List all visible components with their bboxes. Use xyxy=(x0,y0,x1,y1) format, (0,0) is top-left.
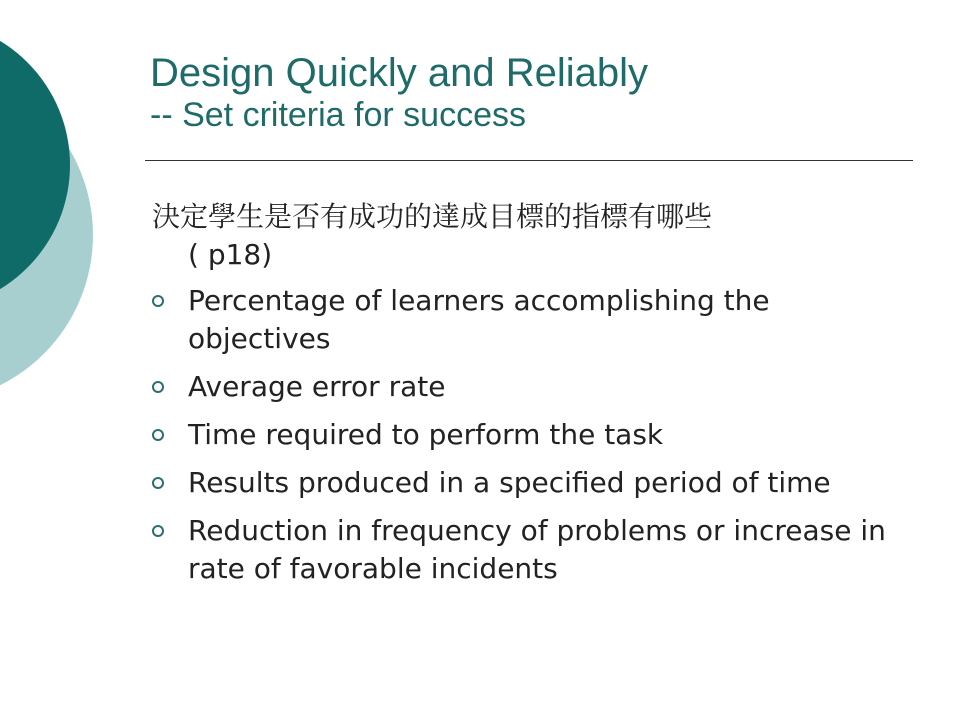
decorative-circles xyxy=(0,0,120,400)
circle-bullet-icon xyxy=(152,429,164,441)
bullet-list xyxy=(152,282,912,588)
list-item xyxy=(152,282,912,358)
bullet-text: Percentage of learners accomplishing the objectives xyxy=(188,284,770,355)
intro-line-2: ( p18) xyxy=(188,238,273,271)
list-item xyxy=(152,416,912,454)
slide-title xyxy=(150,50,930,135)
circle-bullet-icon xyxy=(152,525,164,537)
slide-body xyxy=(152,198,912,598)
intro-line-1: 決定學生是否有成功的達成目標的指標有哪些 xyxy=(152,200,713,233)
bullet-text: Average error rate xyxy=(188,370,446,403)
circle-bullet-icon xyxy=(152,477,164,489)
circle-bullet-icon xyxy=(152,381,164,393)
bullet-text: Time required to perform the task xyxy=(188,418,664,451)
list-item xyxy=(152,464,912,502)
list-item xyxy=(152,512,912,588)
intro-text xyxy=(152,198,912,274)
title-subtitle: -- Set criteria for success xyxy=(150,96,526,134)
bullet-text: Reduction in frequency of problems or increase in rate of favorable incidents xyxy=(188,514,886,585)
list-item xyxy=(152,368,912,406)
bullet-text: Results produced in a specified period of time xyxy=(188,466,831,499)
circle-bullet-icon xyxy=(152,295,164,307)
title-divider xyxy=(145,160,913,161)
title-main: Design Quickly and Reliably xyxy=(150,51,649,95)
